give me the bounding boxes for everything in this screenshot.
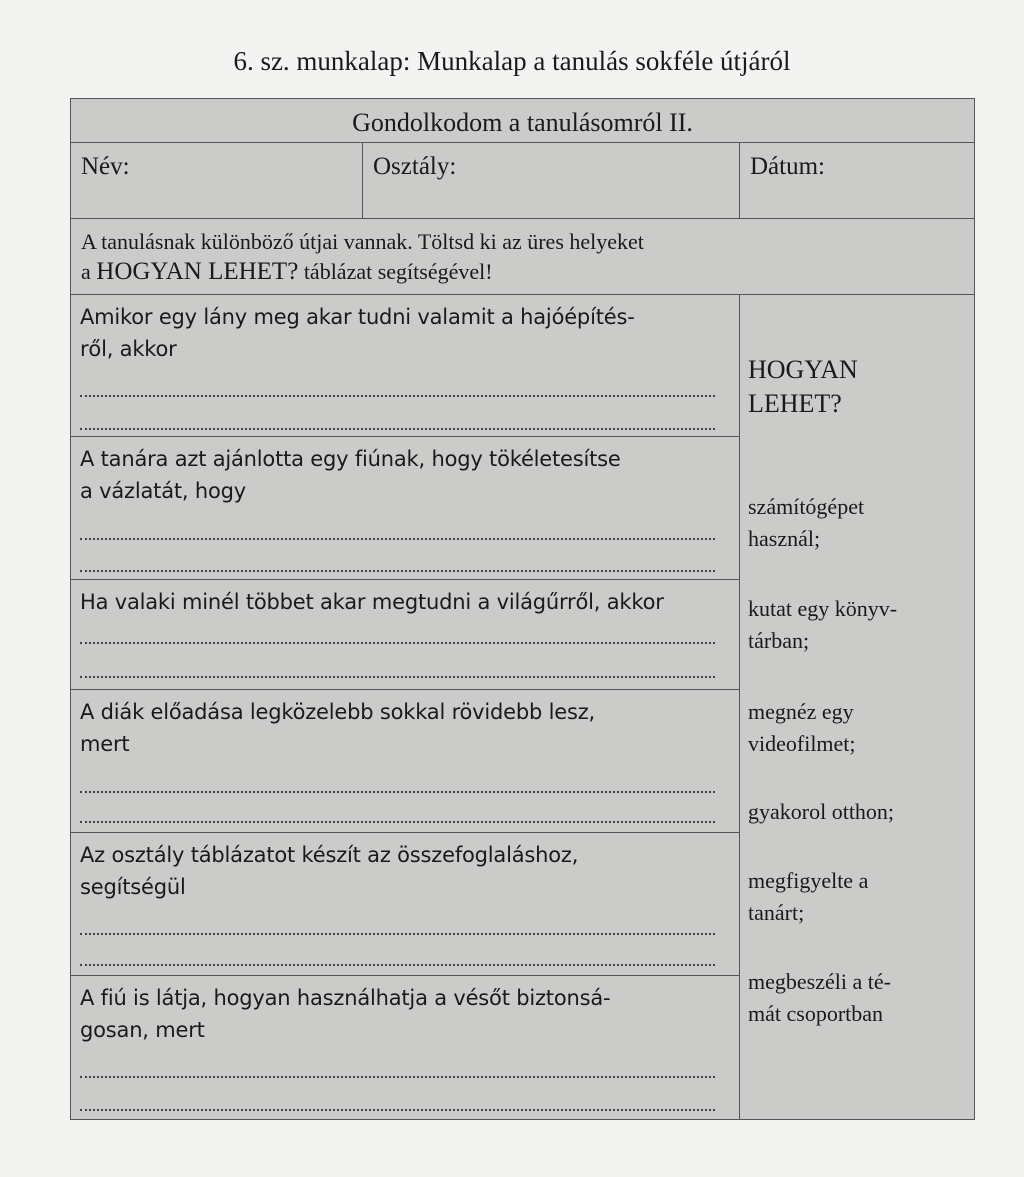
option-line-1: megfigyelte a: [748, 868, 869, 893]
option-line-2: mát csoportban: [748, 1001, 884, 1026]
options-heading: [748, 353, 858, 421]
class-label: Osztály:: [373, 153, 457, 180]
question-text: Az osztály táblázatot készít az összefoglaláshoz,: [80, 843, 579, 867]
option-line-2: videofilmet;: [748, 731, 856, 756]
answer-line[interactable]: [80, 395, 715, 397]
date-label: Dátum:: [750, 153, 825, 180]
instruction-emphasis: HOGYAN LEHET?: [96, 258, 299, 285]
header-fields-row: [71, 143, 974, 219]
option-line-2: tárban;: [748, 628, 810, 653]
question-row: [71, 690, 739, 833]
question-row: [71, 580, 739, 690]
option-item: [748, 593, 968, 657]
answer-line[interactable]: [80, 428, 715, 430]
instructions: [71, 219, 974, 295]
answer-line[interactable]: [80, 1109, 715, 1111]
question-text: A fiú is látja, hogyan használhatja a vésőt biztonsá-: [80, 986, 611, 1010]
answer-line[interactable]: [80, 791, 715, 793]
option-line-1: számítógépet: [748, 494, 865, 519]
instruction-line-1: A tanulásnak különböző útjai vannak. Töltsd ki az üres helyeket: [81, 229, 644, 254]
question-row: [71, 295, 739, 437]
worksheet-table: [70, 98, 975, 1120]
class-field[interactable]: [363, 143, 740, 218]
name-field[interactable]: [71, 143, 363, 218]
instruction-prefix: a: [81, 259, 91, 284]
option-line-1: megnéz egy: [748, 699, 854, 724]
answer-line[interactable]: [80, 676, 715, 678]
option-line-1: megbeszéli a té-: [748, 969, 891, 994]
option-item: [748, 865, 968, 929]
option-line-1: gyakorol otthon;: [748, 799, 895, 824]
option-line-1: kutat egy könyv-: [748, 596, 898, 621]
question-text: Amikor egy lány meg akar tudni valamit a hajóépítés-: [80, 305, 635, 329]
option-item: [748, 966, 968, 1030]
question-text-cont: mert: [80, 732, 130, 756]
question-text-cont: a vázlatát, hogy: [80, 479, 246, 503]
answer-line[interactable]: [80, 964, 715, 966]
questions-column: [71, 295, 740, 1119]
question-text: Ha valaki minél többet akar megtudni a világűrről, akkor: [80, 590, 664, 614]
answer-line[interactable]: [80, 1076, 715, 1078]
page-title: 6. sz. munkalap: Munkalap a tanulás sokféle útjáról: [233, 46, 791, 76]
answer-line[interactable]: [80, 570, 715, 572]
question-row: [71, 976, 739, 1119]
worksheet-title: Gondolkodom a tanulásomról II.: [71, 99, 974, 143]
answer-line[interactable]: [80, 538, 715, 540]
question-text-cont: ről, akkor: [80, 337, 177, 361]
date-field[interactable]: [740, 143, 973, 218]
options-heading-line-1: HOGYAN: [748, 355, 858, 384]
question-text-cont: gosan, mert: [80, 1018, 205, 1042]
question-text: A diák előadása legközelebb sokkal rövidebb lesz,: [80, 700, 596, 724]
option-item: [748, 696, 968, 760]
option-item: [748, 491, 968, 555]
question-row: [71, 833, 739, 976]
option-item: [748, 796, 968, 828]
option-line-2: tanárt;: [748, 900, 805, 925]
answer-line[interactable]: [80, 821, 715, 823]
question-text: A tanára azt ajánlotta egy fiúnak, hogy tökéletesítse: [80, 447, 621, 471]
question-text-cont: segítségül: [80, 875, 186, 899]
question-row: [71, 437, 739, 580]
options-heading-line-2: LEHET?: [748, 389, 842, 418]
option-line-2: használ;: [748, 526, 821, 551]
options-column: [740, 295, 973, 1119]
instruction-line-2: [81, 257, 974, 287]
name-label: Név:: [81, 153, 130, 180]
answer-line[interactable]: [80, 933, 715, 935]
answer-line[interactable]: [80, 642, 715, 644]
instruction-suffix: táblázat segítségével!: [303, 259, 493, 284]
